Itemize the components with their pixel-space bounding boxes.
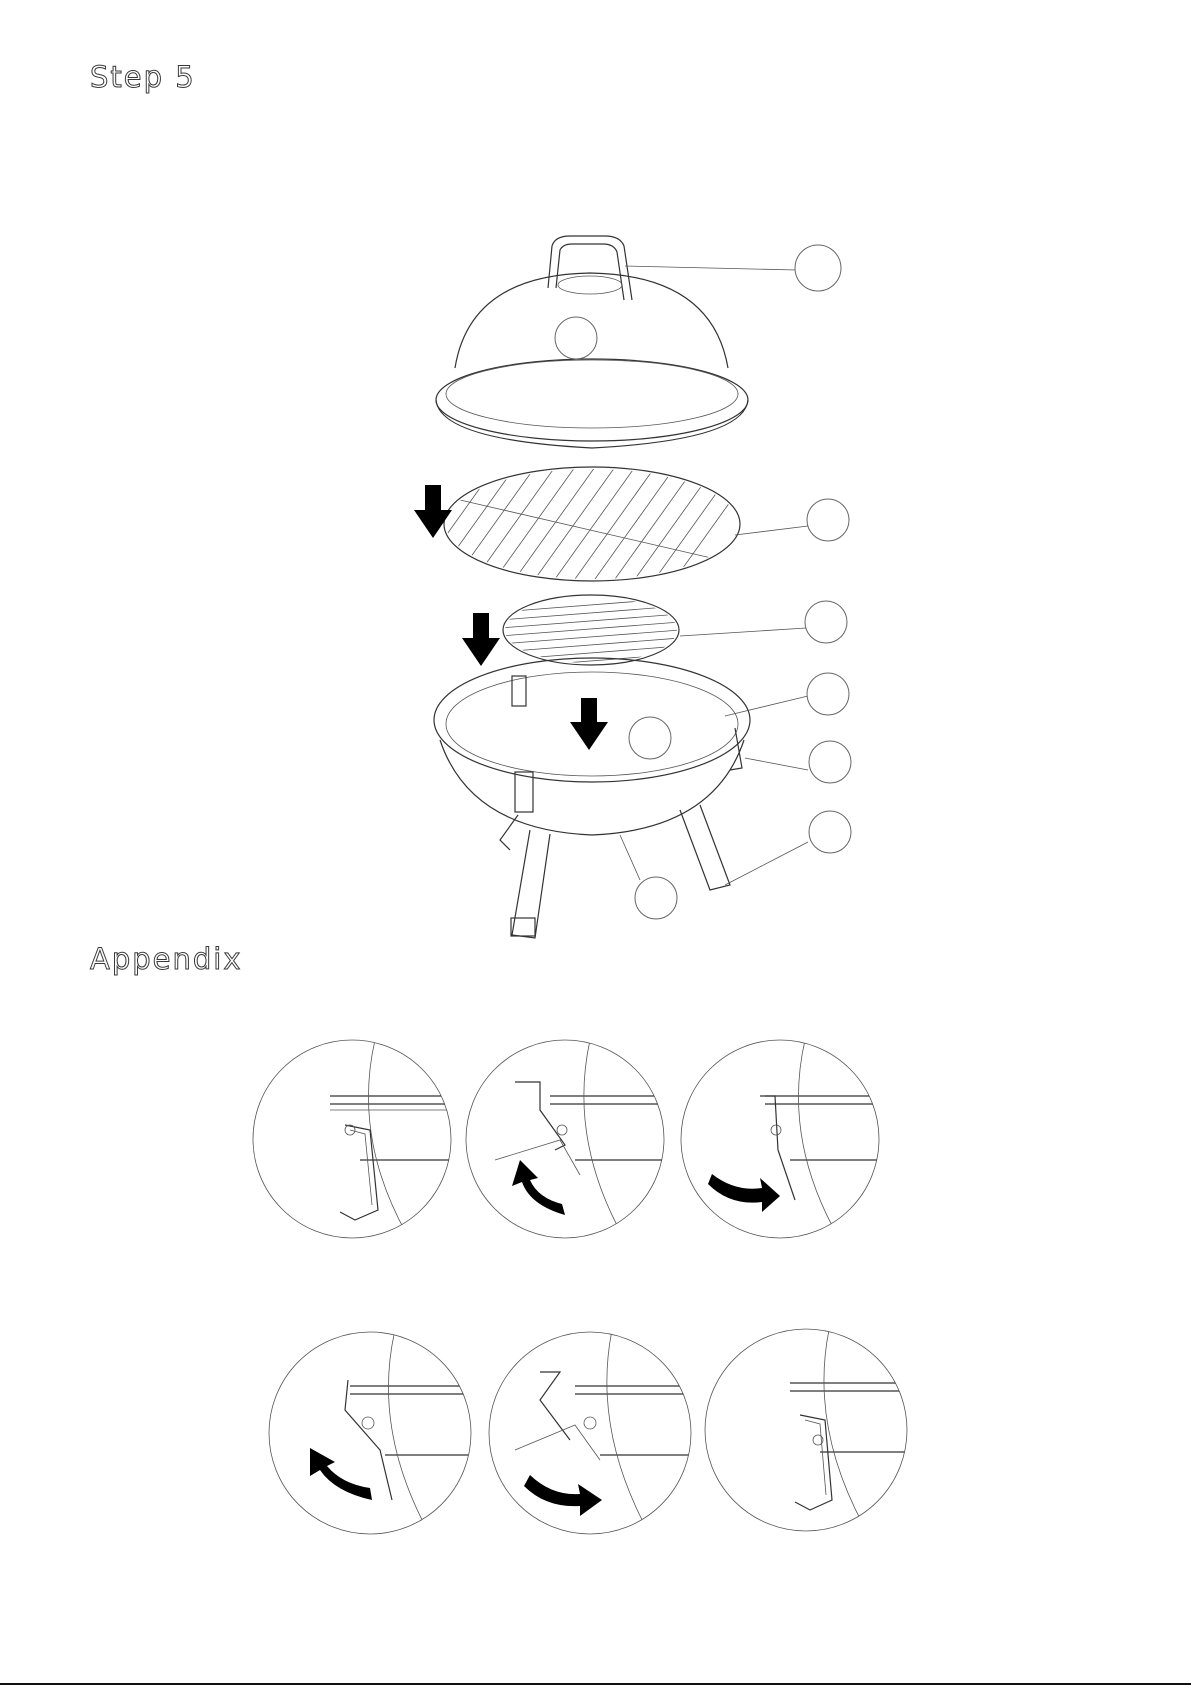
cooking-grate <box>400 460 760 600</box>
leader-lines <box>625 266 808 885</box>
callout-7 <box>809 741 851 783</box>
callout-9 <box>635 877 677 919</box>
detail-panel-6 <box>705 1325 910 1531</box>
detail-panel-3 <box>681 1040 880 1240</box>
assembly-arrows <box>414 485 608 750</box>
grill-bowl <box>434 658 750 835</box>
charcoal-grate <box>500 595 680 668</box>
detail-panel-4 <box>269 1330 475 1535</box>
callout-2 <box>555 317 597 359</box>
grill-legs <box>500 805 730 938</box>
down-arrow-icon <box>462 613 500 666</box>
curved-arrow-icon <box>524 1475 602 1516</box>
detail-panel-1 <box>253 1040 460 1240</box>
callout-3 <box>807 499 849 541</box>
step-title: Step 5 <box>90 60 196 94</box>
down-arrow-icon <box>570 698 608 750</box>
callout-4 <box>805 601 847 643</box>
callout-1 <box>795 245 841 291</box>
callout-8 <box>809 811 851 853</box>
curved-arrow-icon <box>708 1174 780 1212</box>
callout-6 <box>629 717 671 759</box>
curved-arrow-icon <box>310 1448 372 1500</box>
detail-panel-2 <box>466 1040 670 1240</box>
callout-5 <box>807 673 849 715</box>
curved-arrow-icon <box>512 1160 565 1215</box>
part-callouts <box>555 245 851 919</box>
down-arrow-icon <box>414 485 452 538</box>
detail-panel-5 <box>489 1330 695 1535</box>
appendix-title: Appendix <box>90 942 243 976</box>
appendix-panels <box>253 1040 910 1535</box>
